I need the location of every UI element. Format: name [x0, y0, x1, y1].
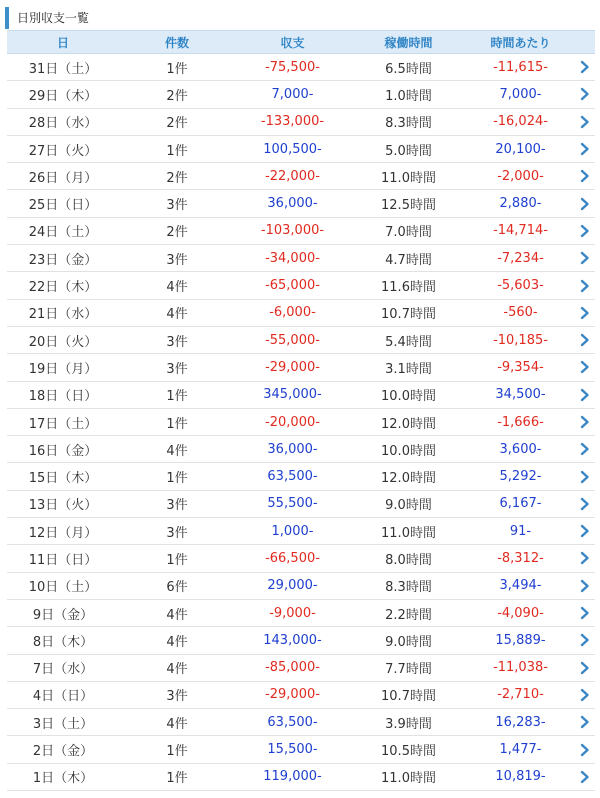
row-hours: 11.0時間 [381, 525, 436, 541]
row-date: 16日（金） [28, 443, 98, 459]
row-rate: -11,615- [493, 59, 548, 75]
section-title: 日別収支一覧 [5, 7, 595, 29]
table-row[interactable] [7, 136, 595, 163]
row-rate: -7,234- [497, 250, 544, 266]
row-rate: -4,090- [497, 605, 544, 621]
row-amount: -6,000- [269, 305, 316, 321]
row-date: 27日（火） [28, 143, 98, 159]
row-amount: 36,000- [267, 441, 318, 457]
row-count: 1件 [166, 389, 188, 405]
row-date: 19日（月） [28, 361, 98, 377]
row-count: 3件 [166, 689, 188, 705]
row-rate: 3,494- [499, 578, 542, 594]
daily-balance-table [7, 30, 595, 791]
chevron-right-icon[interactable] [574, 470, 595, 484]
row-amount: 55,500- [267, 496, 318, 512]
row-count: 4件 [166, 307, 188, 323]
row-amount: 63,500- [267, 714, 318, 730]
row-count: 2件 [166, 170, 188, 186]
row-hours: 12.5時間 [381, 198, 436, 214]
table-row[interactable] [7, 245, 595, 272]
row-count: 3件 [166, 252, 188, 268]
chevron-right-icon[interactable] [574, 442, 595, 456]
row-amount: 1,000- [271, 523, 314, 539]
row-hours: 11.0時間 [381, 771, 436, 787]
row-rate: 34,500- [495, 387, 546, 403]
chevron-right-icon[interactable] [574, 87, 595, 101]
row-count: 1件 [166, 744, 188, 760]
row-count: 1件 [166, 61, 188, 77]
row-hours: 9.0時間 [385, 498, 432, 514]
row-date: 2日（金） [32, 744, 94, 760]
table-row[interactable] [7, 436, 595, 463]
row-hours: 1.0時間 [385, 88, 432, 104]
chevron-right-icon[interactable] [574, 279, 595, 293]
row-date: 31日（土） [28, 61, 98, 77]
row-count: 4件 [166, 607, 188, 623]
row-hours: 5.4時間 [385, 334, 432, 350]
header-amount: 収支 [280, 35, 305, 50]
table-row[interactable] [7, 190, 595, 217]
row-amount: 29,000- [267, 578, 318, 594]
row-hours: 6.5時間 [385, 61, 432, 77]
row-date: 10日（土） [28, 580, 98, 596]
row-amount: -75,500- [265, 59, 320, 75]
row-rate: -5,603- [497, 278, 544, 294]
row-rate: 91- [509, 523, 532, 539]
chevron-right-icon[interactable] [574, 770, 595, 784]
row-count: 1件 [166, 471, 188, 487]
row-amount: 15,500- [267, 742, 318, 758]
row-rate: 16,283- [495, 714, 546, 730]
row-count: 1件 [166, 552, 188, 568]
header-date: 日 [56, 35, 69, 50]
row-rate: 1,477- [499, 742, 542, 758]
row-date: 20日（火） [28, 334, 98, 350]
row-count: 3件 [166, 525, 188, 541]
row-rate: -14,714- [493, 223, 548, 239]
row-count: 2件 [166, 225, 188, 241]
row-count: 2件 [166, 116, 188, 132]
row-date: 25日（日） [28, 198, 98, 214]
row-rate: 6,167- [499, 496, 542, 512]
row-amount: 143,000- [263, 632, 322, 648]
header-hours: 稼働時間 [384, 35, 433, 50]
header-count: 件数 [164, 35, 189, 50]
row-hours: 2.2時間 [385, 607, 432, 623]
row-hours: 10.5時間 [381, 744, 436, 760]
chevron-right-icon[interactable] [574, 415, 595, 429]
chevron-right-icon[interactable] [574, 551, 595, 565]
table-row[interactable] [7, 463, 595, 490]
row-rate: -16,024- [493, 114, 548, 130]
table-row[interactable] [7, 682, 595, 709]
row-rate: -2,710- [497, 687, 544, 703]
row-amount: -29,000- [265, 359, 320, 375]
table-row[interactable] [7, 300, 595, 327]
chevron-right-icon[interactable] [574, 579, 595, 593]
row-rate: 5,292- [499, 469, 542, 485]
row-amount: 100,500- [263, 141, 322, 157]
row-amount: -22,000- [265, 168, 320, 184]
row-count: 3件 [166, 361, 188, 377]
row-count: 4件 [166, 280, 188, 296]
row-date: 21日（水） [28, 307, 98, 323]
row-rate: -1,666- [497, 414, 544, 430]
table-row[interactable] [7, 354, 595, 381]
row-amount: -20,000- [265, 414, 320, 430]
table-row[interactable] [7, 736, 595, 763]
row-count: 1件 [166, 143, 188, 159]
row-amount: -103,000- [260, 223, 325, 239]
table-row[interactable] [7, 491, 595, 518]
chevron-right-icon[interactable] [574, 169, 595, 183]
row-date: 26日（月） [28, 170, 98, 186]
row-hours: 3.9時間 [385, 716, 432, 732]
row-date: 22日（木） [28, 280, 98, 296]
row-hours: 10.0時間 [381, 389, 436, 405]
header-rate: 時間あたり [490, 35, 551, 50]
chevron-right-icon[interactable] [574, 388, 595, 402]
row-amount: -34,000- [265, 250, 320, 266]
row-amount: -55,000- [265, 332, 320, 348]
row-amount: -66,500- [265, 550, 320, 566]
row-count: 4件 [166, 443, 188, 459]
row-hours: 8.0時間 [385, 552, 432, 568]
row-amount: 119,000- [263, 769, 322, 785]
row-rate: 3,600- [499, 441, 542, 457]
row-hours: 12.0時間 [381, 471, 436, 487]
row-hours: 11.0時間 [381, 170, 436, 186]
row-rate: 10,819- [495, 769, 546, 785]
row-hours: 8.3時間 [385, 116, 432, 132]
table-header [7, 30, 595, 54]
row-date: 8日（木） [32, 634, 94, 650]
row-amount: 7,000- [271, 86, 314, 102]
row-rate: -560- [503, 305, 538, 321]
chevron-right-icon[interactable] [574, 497, 595, 511]
row-rate: -10,185- [493, 332, 548, 348]
row-date: 12日（月） [28, 525, 98, 541]
row-rate: 2,880- [499, 196, 542, 212]
row-count: 3件 [166, 498, 188, 514]
row-rate: -2,000- [497, 168, 544, 184]
row-amount: 63,500- [267, 469, 318, 485]
chevron-right-icon[interactable] [574, 306, 595, 320]
row-rate: 7,000- [499, 86, 542, 102]
row-count: 3件 [166, 198, 188, 214]
table-row[interactable] [7, 163, 595, 190]
table-row[interactable] [7, 327, 595, 354]
row-date: 23日（金） [28, 252, 98, 268]
row-count: 3件 [166, 334, 188, 350]
table-row[interactable] [7, 627, 595, 654]
row-amount: -133,000- [260, 114, 325, 130]
chevron-right-icon[interactable] [574, 661, 595, 675]
chevron-right-icon[interactable] [574, 60, 595, 74]
row-date: 18日（日） [28, 389, 98, 405]
chevron-right-icon[interactable] [574, 524, 595, 538]
row-hours: 7.7時間 [385, 662, 432, 678]
row-hours: 11.6時間 [381, 280, 436, 296]
row-hours: 10.0時間 [381, 443, 436, 459]
table-row[interactable] [7, 764, 595, 791]
row-date: 7日（水） [32, 662, 94, 678]
row-date: 17日（土） [28, 416, 98, 432]
table-row[interactable] [7, 54, 595, 81]
row-date: 3日（土） [32, 716, 94, 732]
table-body [7, 54, 595, 791]
row-count: 1件 [166, 416, 188, 432]
row-rate: -11,038- [493, 660, 548, 676]
row-amount: -85,000- [265, 660, 320, 676]
table-row[interactable] [7, 600, 595, 627]
chevron-right-icon[interactable] [574, 142, 595, 156]
row-date: 28日（水） [28, 116, 98, 132]
row-count: 2件 [166, 88, 188, 104]
row-date: 11日（日） [28, 552, 98, 568]
row-date: 29日（木） [28, 88, 98, 104]
row-hours: 5.0時間 [385, 143, 432, 159]
chevron-right-icon[interactable] [574, 197, 595, 211]
row-hours: 10.7時間 [381, 307, 436, 323]
chevron-right-icon[interactable] [574, 115, 595, 129]
row-count: 1件 [166, 771, 188, 787]
row-amount: -65,000- [265, 278, 320, 294]
row-date: 9日（金） [32, 607, 94, 623]
chevron-right-icon[interactable] [574, 224, 595, 238]
row-amount: -29,000- [265, 687, 320, 703]
row-count: 4件 [166, 716, 188, 732]
row-date: 4日（日） [32, 689, 94, 705]
row-hours: 3.1時間 [385, 361, 432, 377]
chevron-right-icon[interactable] [574, 333, 595, 347]
row-rate: 20,100- [495, 141, 546, 157]
table-row[interactable] [7, 518, 595, 545]
row-hours: 4.7時間 [385, 252, 432, 268]
row-count: 4件 [166, 662, 188, 678]
row-rate: -8,312- [497, 550, 544, 566]
chevron-right-icon[interactable] [574, 633, 595, 647]
table-row[interactable] [7, 272, 595, 299]
table-row[interactable] [7, 709, 595, 736]
row-date: 13日（火） [28, 498, 98, 514]
chevron-right-icon[interactable] [574, 715, 595, 729]
table-row[interactable] [7, 109, 595, 136]
chevron-right-icon[interactable] [574, 251, 595, 265]
chevron-right-icon[interactable] [574, 743, 595, 757]
row-amount: -9,000- [269, 605, 316, 621]
row-date: 15日（木） [28, 471, 98, 487]
chevron-right-icon[interactable] [574, 688, 595, 702]
row-amount: 345,000- [263, 387, 322, 403]
row-count: 6件 [166, 580, 188, 596]
table-row[interactable] [7, 545, 595, 572]
row-count: 4件 [166, 634, 188, 650]
row-hours: 10.7時間 [381, 689, 436, 705]
row-hours: 8.3時間 [385, 580, 432, 596]
row-hours: 12.0時間 [381, 416, 436, 432]
row-rate: 15,889- [495, 632, 546, 648]
row-date: 24日（土） [28, 225, 98, 241]
chevron-right-icon[interactable] [574, 360, 595, 374]
chevron-right-icon[interactable] [574, 606, 595, 620]
table-row[interactable] [7, 218, 595, 245]
row-hours: 7.0時間 [385, 225, 432, 241]
row-date: 1日（木） [32, 771, 94, 787]
table-row[interactable] [7, 409, 595, 436]
row-hours: 9.0時間 [385, 634, 432, 650]
table-row[interactable] [7, 382, 595, 409]
row-rate: -9,354- [497, 359, 544, 375]
table-row[interactable] [7, 655, 595, 682]
row-amount: 36,000- [267, 196, 318, 212]
table-row[interactable] [7, 81, 595, 108]
table-row[interactable] [7, 573, 595, 600]
